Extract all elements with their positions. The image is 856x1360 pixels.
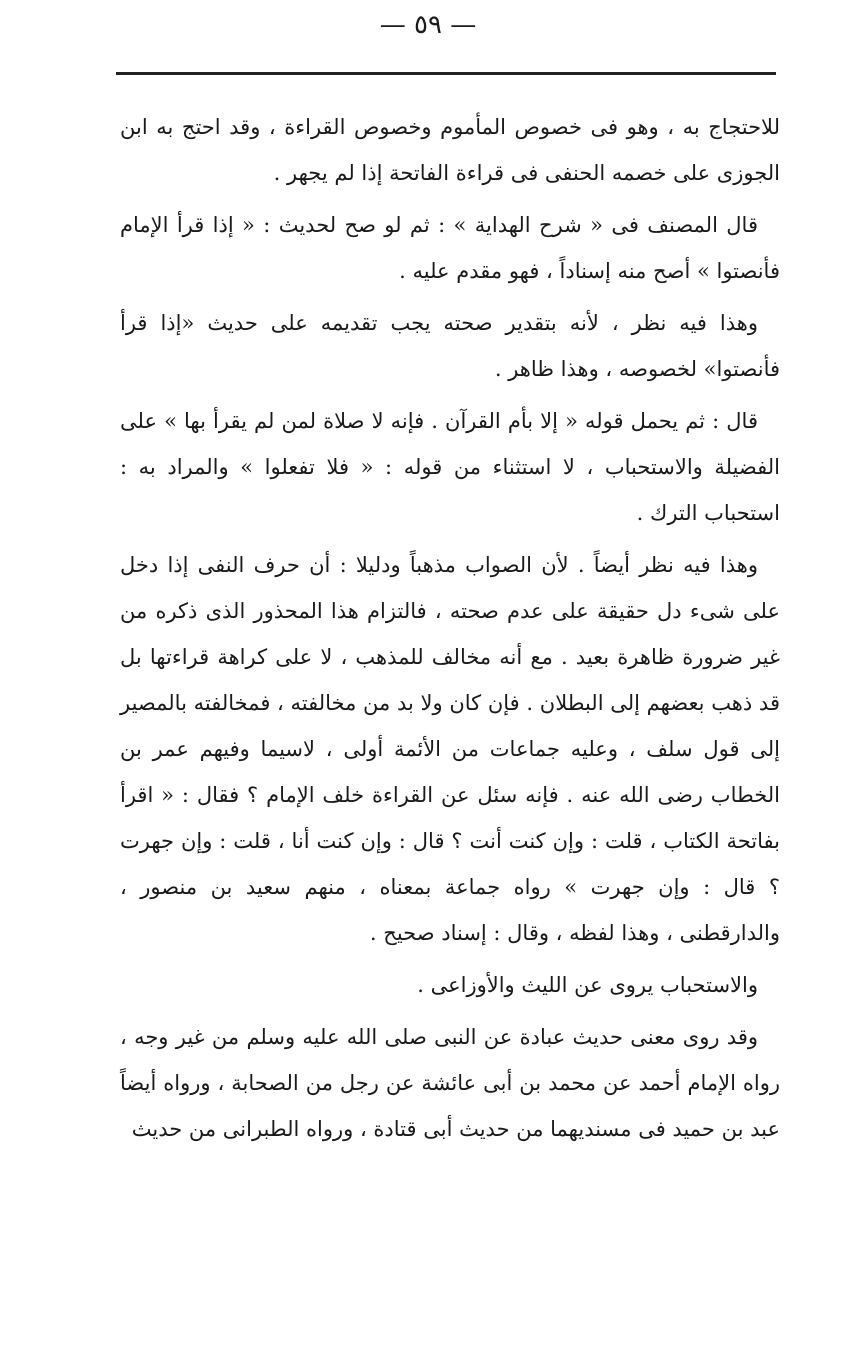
- paragraph-4: قال : ثم يحمل قوله « إلا بأم القرآن . فإنه لا صلاة لمن لم يقرأ بها » على الفضيلة والاستحباب ، لا استثناء من قوله : « فلا تفعلوا » والمراد به : استحباب الترك .: [120, 409, 780, 525]
- paragraph-2: قال المصنف فى « شرح الهداية » : ثم لو صح لحديث : « إذا قرأ الإمام فأنصتوا » أصح منه إسناداً ، فهو مقدم عليه .: [120, 213, 780, 283]
- header-divider: [116, 72, 776, 75]
- page-number: — ٥٩ —: [379, 10, 477, 40]
- paragraph-3: وهذا فيه نظر ، لأنه بتقدير صحته يجب تقديمه على حديث «إذا قرأ فأنصتوا» لخصوصه ، وهذا ظاهر .: [120, 311, 780, 381]
- paragraph-5: وهذا فيه نظر أيضاً . لأن الصواب مذهباً ودليلا : أن حرف النفى إذا دخل على شىء دل حقيقة على عدم صحته ، فالتزام هذا المحذور الذى ذكره من غير ضرورة ظاهرة بعيد . مع أنه مخالف للمذهب ، لا على كراهة قراءتها بل قد ذهب بعضهم إلى البطلان . فإن كان ولا بد من مخالفته ، فمخالفته بالمصير إلى قول سلف ، وعليه جماعات من الأئمة أولى ، لاسيما وفيهم عمر بن الخطاب رضى الله عنه . فإنه سئل عن القراءة خلف الإمام ؟ فقال : « اقرأ بفاتحة الكتاب ، قلت : وإن كنت أنت ؟ قال : وإن كنت أنا ، قلت : وإن جهرت ؟ قال : وإن جهرت » رواه جماعة بمعناه ، منهم سعيد بن منصور ، والدارقطنى ، وهذا لفظه ، وقال : إسناد صحيح .: [120, 553, 780, 945]
- main-text: [120, 104, 780, 1158]
- paragraph-1: للاحتجاج به ، وهو فى خصوص المأموم وخصوص القراءة ، وقد احتج به ابن الجوزى على خصمه الحنفى فى قراءة الفاتحة إذا لم يجهر .: [120, 115, 780, 185]
- paragraph-6: والاستحباب يروى عن الليث والأوزاعى .: [417, 973, 758, 997]
- paragraph-7: وقد روى معنى حديث عبادة عن النبى صلى الله عليه وسلم من غير وجه ، رواه الإمام أحمد عن محمد بن أبى عائشة عن رجل من الصحابة ، ورواه أيضاً عبد بن حميد فى مسنديهما من حديث أبى قتادة ، ورواه الطبرانى من حديث: [120, 1025, 780, 1141]
